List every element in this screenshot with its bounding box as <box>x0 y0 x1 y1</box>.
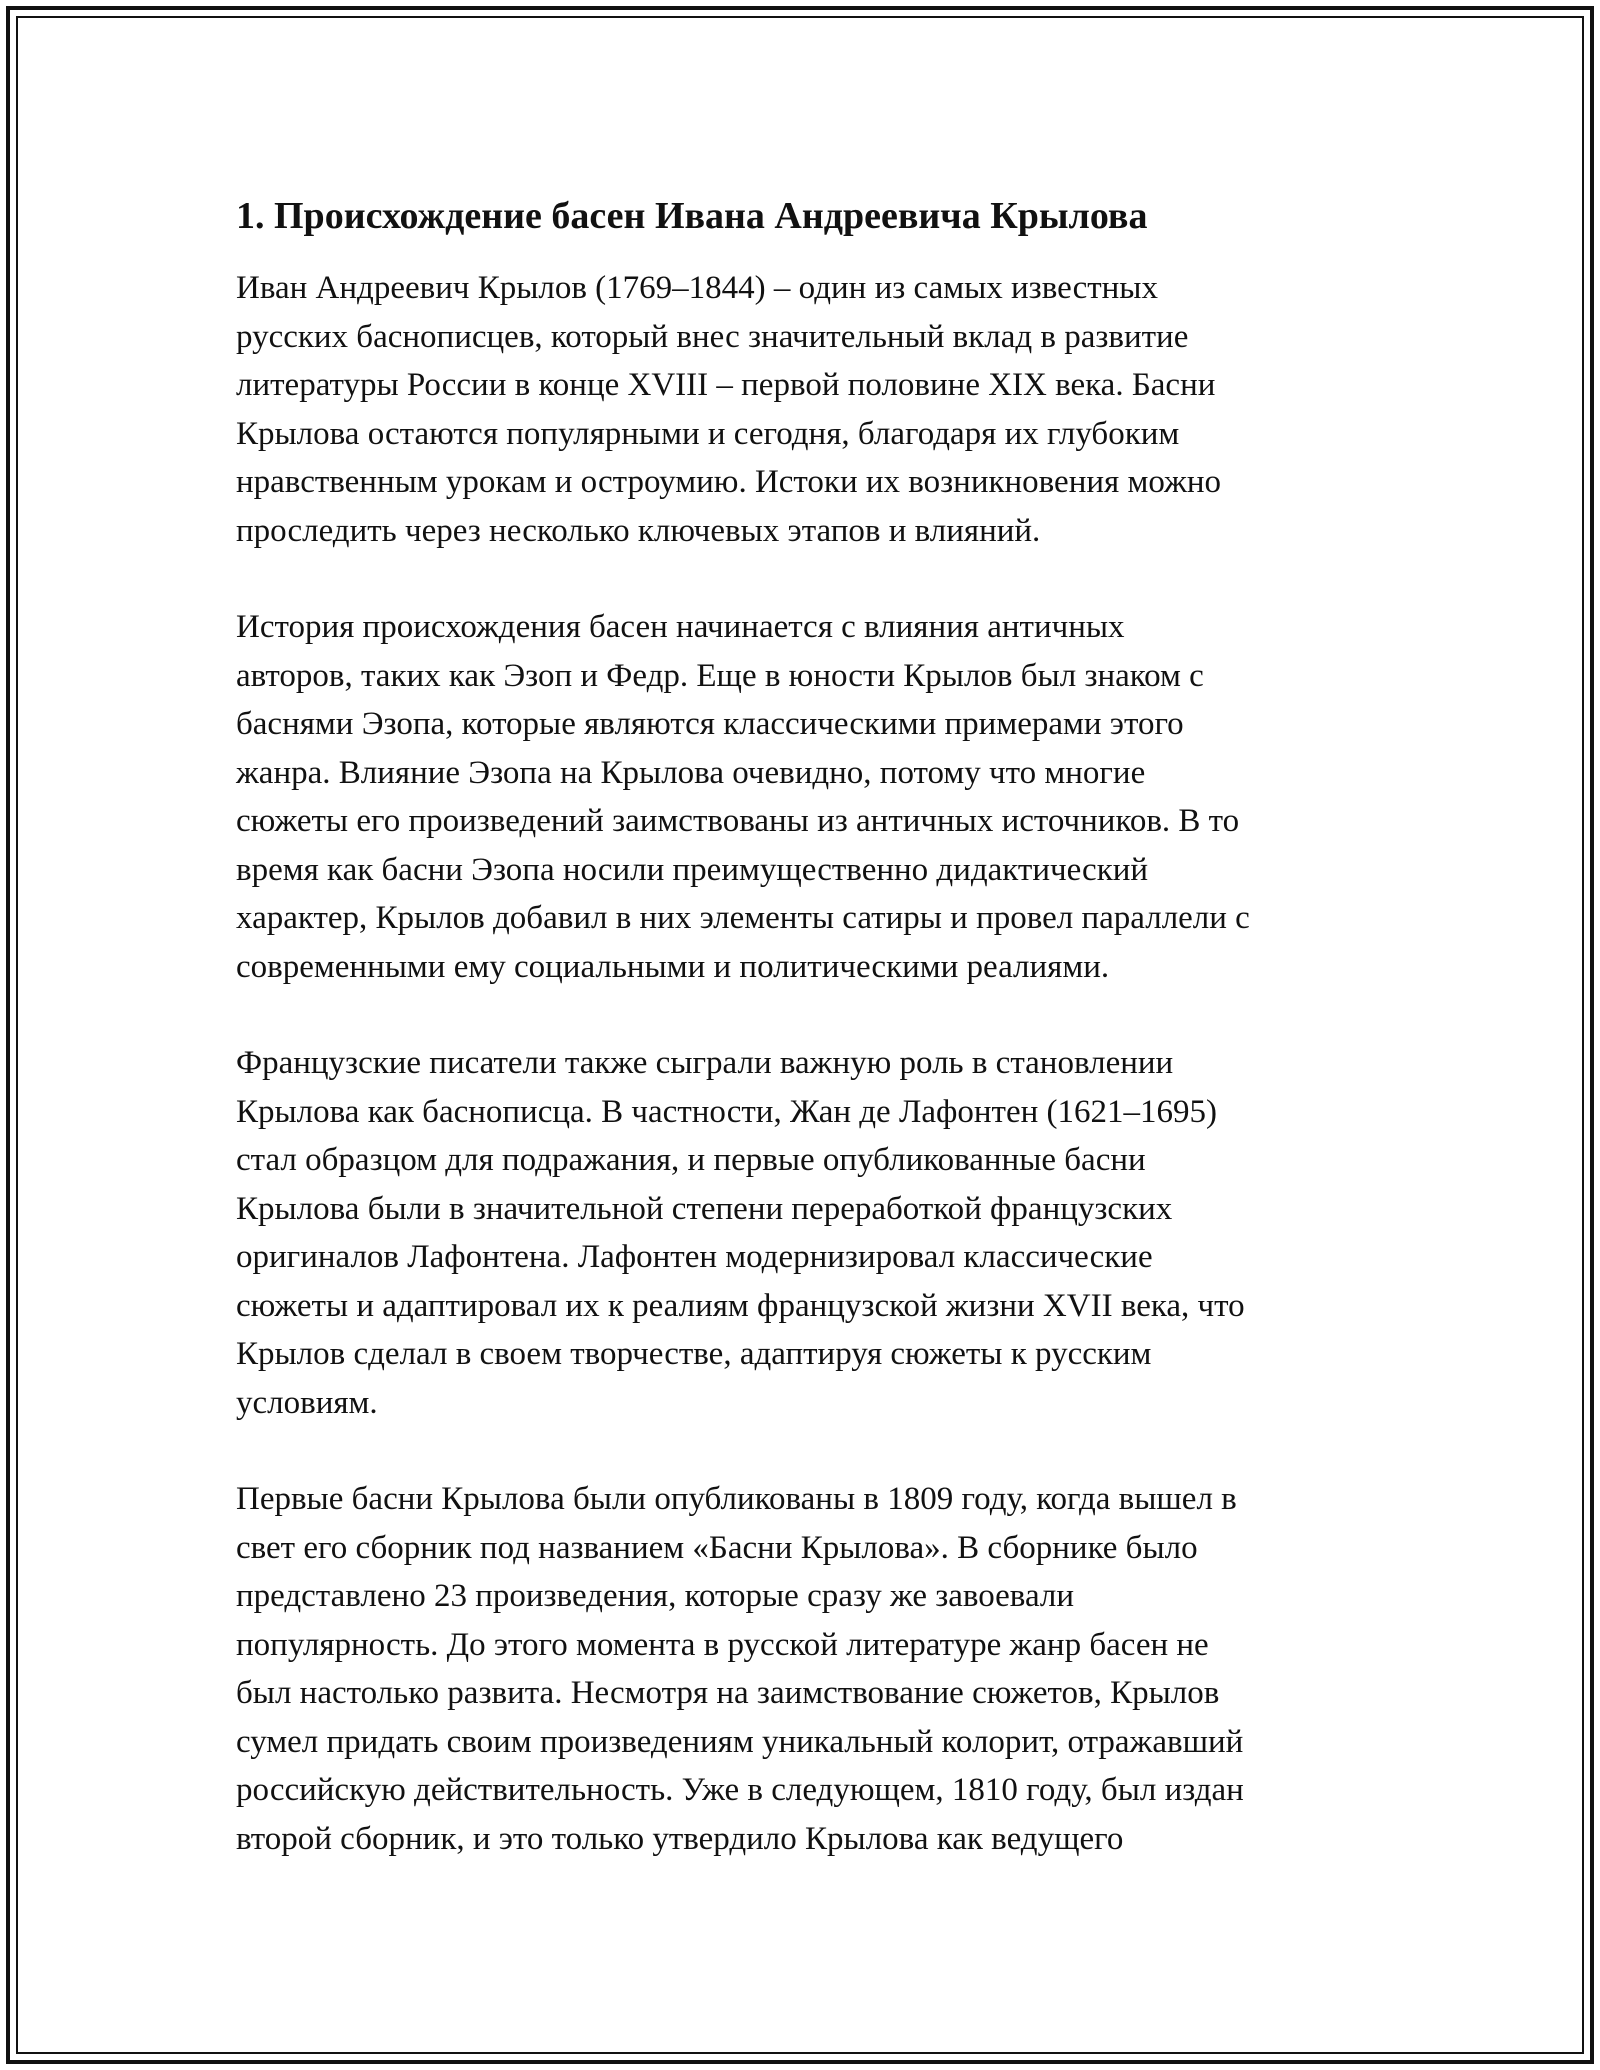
paragraph-line: время как басни Эзопа носили преимущественно дидактический <box>236 851 1149 888</box>
paragraph-3 <box>236 1039 1376 1427</box>
paragraph-line: был настолько развита. Несмотря на заимствование сюжетов, Крылов <box>236 1675 1220 1711</box>
paragraph-line: Крылова были в значительной степени переработкой французских <box>236 1190 1173 1227</box>
paragraph-line: современными ему социальными и политическими реалиями. <box>236 948 1110 985</box>
paragraph-line: авторов, таких как Эзоп и Федр. Еще в юности Крылов был знаком с <box>236 657 1204 694</box>
section-heading: 1. Происхождение басен Ивана Андреевича Крылова <box>236 195 1148 237</box>
paragraph-line: свет его сборник под названием «Басни Крылова». В сборнике было <box>236 1529 1198 1566</box>
paragraph-line: литературы России в конце XVIII – первой половине XIX века. Басни <box>236 367 1216 403</box>
paragraph-line: Крылова остаются популярными и сегодня, благодаря их глубоким <box>236 415 1180 452</box>
paragraph-line: характер, Крылов добавил в них элементы сатиры и провел параллели с <box>236 900 1250 936</box>
paragraph-line: сумел придать своим произведениям уникальный колорит, отражавший <box>236 1723 1244 1760</box>
paragraph-line: российскую действительность. Уже в следующем, 1810 году, был издан <box>236 1772 1244 1808</box>
paragraph-line: русских баснописцев, который внес значительный вклад в развитие <box>236 318 1189 355</box>
paragraph-line: Французские писатели также сыграли важную роль в становлении <box>236 1045 1174 1081</box>
paragraph-line: второй сборник, и это только утвердило Крылова как ведущего <box>236 1820 1124 1857</box>
paragraph-line: сюжеты и адаптировал их к реалиям французской жизни XVII века, что <box>236 1287 1245 1324</box>
paragraph-2 <box>236 603 1376 991</box>
paragraph-line: Крылова как баснописца. В частности, Жан де Лафонтен (1621–1695) <box>236 1093 1217 1130</box>
paragraph-line: популярность. До этого момента в русской литературе жанр басен не <box>236 1626 1209 1663</box>
document-body <box>236 188 1376 1911</box>
paragraph-line: представлено 23 произведения, которые сразу же завоевали <box>236 1578 1075 1614</box>
paragraph-line: баснями Эзопа, которые являются классическими примерами этого <box>236 706 1184 742</box>
paragraph-line: Иван Андреевич Крылов (1769–1844) – один из самых известных <box>236 270 1158 306</box>
paragraph-line: История происхождения басен начинается с влияния античных <box>236 609 1125 645</box>
paragraph-line: проследить через несколько ключевых этапов и влияний. <box>236 512 1041 549</box>
paragraph-line: Крылов сделал в своем творчестве, адаптируя сюжеты к русским <box>236 1336 1152 1372</box>
paragraph-line: Первые басни Крылова были опубликованы в 1809 году, когда вышел в <box>236 1481 1237 1517</box>
paragraph-line: нравственным урокам и остроумию. Истоки их возникновения можно <box>236 464 1221 500</box>
paragraph-line: условиям. <box>236 1384 378 1421</box>
paragraph-line: стал образцом для подражания, и первые опубликованные басни <box>236 1142 1146 1178</box>
paragraph-1 <box>236 264 1376 555</box>
paragraph-line: жанра. Влияние Эзопа на Крылова очевидно, потому что многие <box>236 754 1146 791</box>
paragraph-line: сюжеты его произведений заимствованы из античных источников. В то <box>236 803 1240 839</box>
paragraph-4 <box>236 1475 1376 1863</box>
paragraph-line: оригиналов Лафонтена. Лафонтен модернизировал классические <box>236 1239 1153 1275</box>
